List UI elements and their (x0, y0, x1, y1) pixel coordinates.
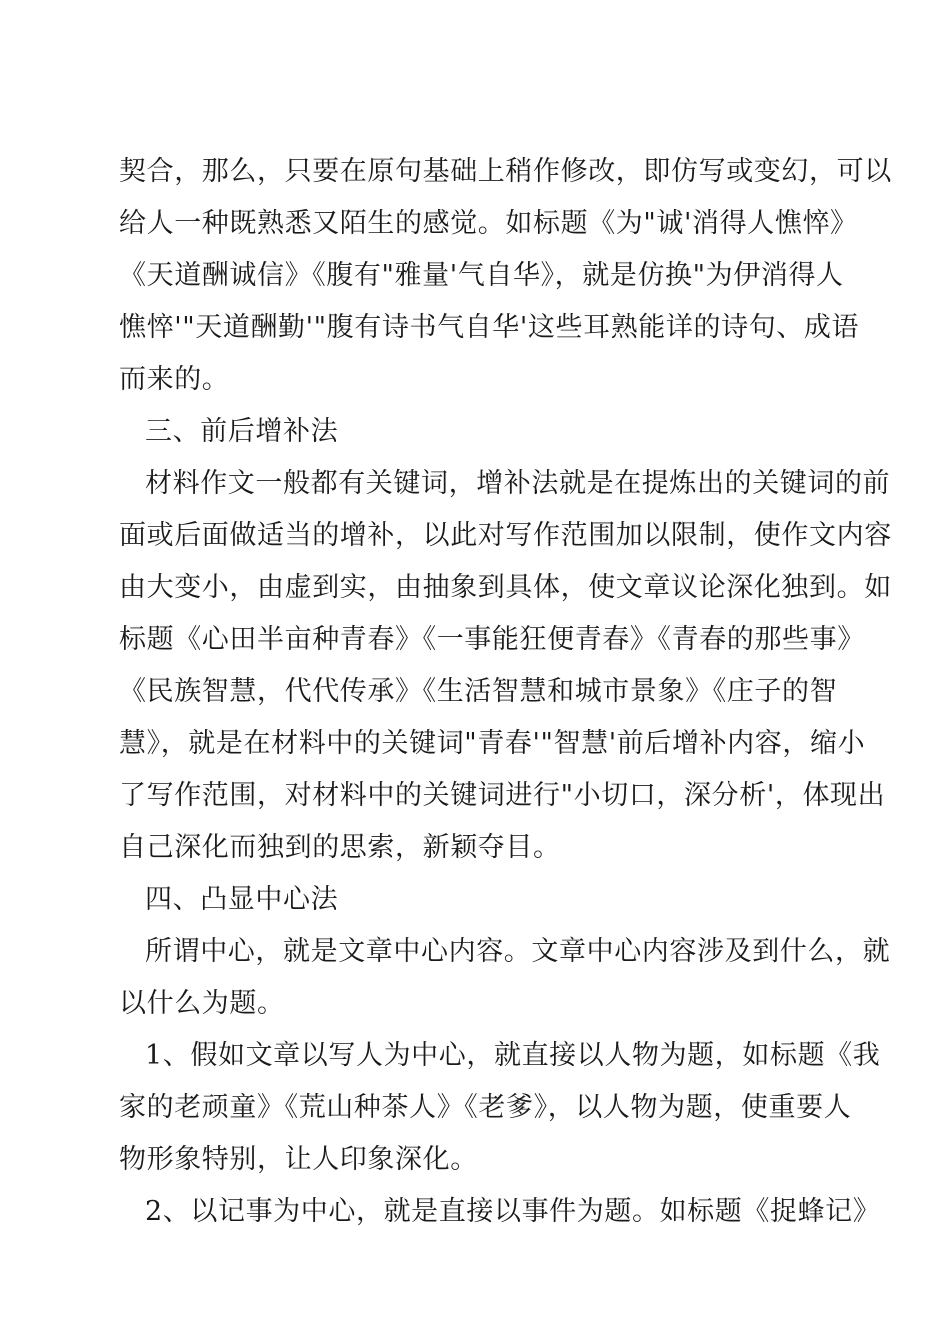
text-line: 《天道酬诚信》《腹有"雅量'气自华》，就是仿换"为伊消得人 (119, 260, 844, 291)
text-line: 物形象特别，让人印象深化。 (119, 1144, 478, 1175)
section-heading: 四、凸显中心法 (145, 884, 339, 915)
text-line: 《民族智慧，代代传承》《生活智慧和城市景象》《庄子的智 (119, 676, 838, 707)
text-line: 标题《心田半亩种青春》《一事能狂便青春》《青春的那些事》 (119, 624, 865, 655)
text-line: 了写作范围，对材料中的关键词进行"小切口，深分析'，体现出 (119, 780, 886, 811)
text-line: 而来的。 (119, 364, 230, 395)
text-line: 给人一种既熟悉又陌生的感觉。如标题《为"诚'消得人憔悴》 (119, 208, 858, 239)
text-line: 契合，那么，只要在原句基础上稍作修改，即仿写或变幻，可以 (119, 156, 892, 187)
text-line: 由大变小，由虚到实，由抽象到具体，使文章议论深化独到。如 (119, 572, 892, 603)
text-line: 材料作文一般都有关键词，增补法就是在提炼出的关键词的前 (145, 468, 891, 499)
text-line: 2、以记事为中心，就是直接以事件为题。如标题《捉蜂记》 (145, 1196, 881, 1227)
text-line: 所谓中心，就是文章中心内容。文章中心内容涉及到什么，就 (145, 936, 891, 967)
text-line: 憔悴'"天道酬勤'"腹有诗书气自华'这些耳熟能详的诗句、成语 (119, 312, 860, 343)
text-line: 家的老顽童》《荒山种茶人》《老爹》，以人物为题，使重要人 (119, 1092, 852, 1123)
text-line: 自己深化而独到的思索，新颖夺目。 (119, 832, 561, 863)
text-line: 慧》，就是在材料中的关键词"青春'"智慧'前后增补内容，缩小 (119, 728, 866, 759)
text-line: 面或后面做适当的增补，以此对写作范围加以限制，使作文内容 (119, 520, 892, 551)
text-line: 1、假如文章以写人为中心，就直接以人物为题，如标题《我 (145, 1040, 881, 1071)
section-heading: 三、前后增补法 (145, 416, 339, 447)
document-body (119, 146, 892, 1238)
text-line: 以什么为题。 (119, 988, 285, 1019)
